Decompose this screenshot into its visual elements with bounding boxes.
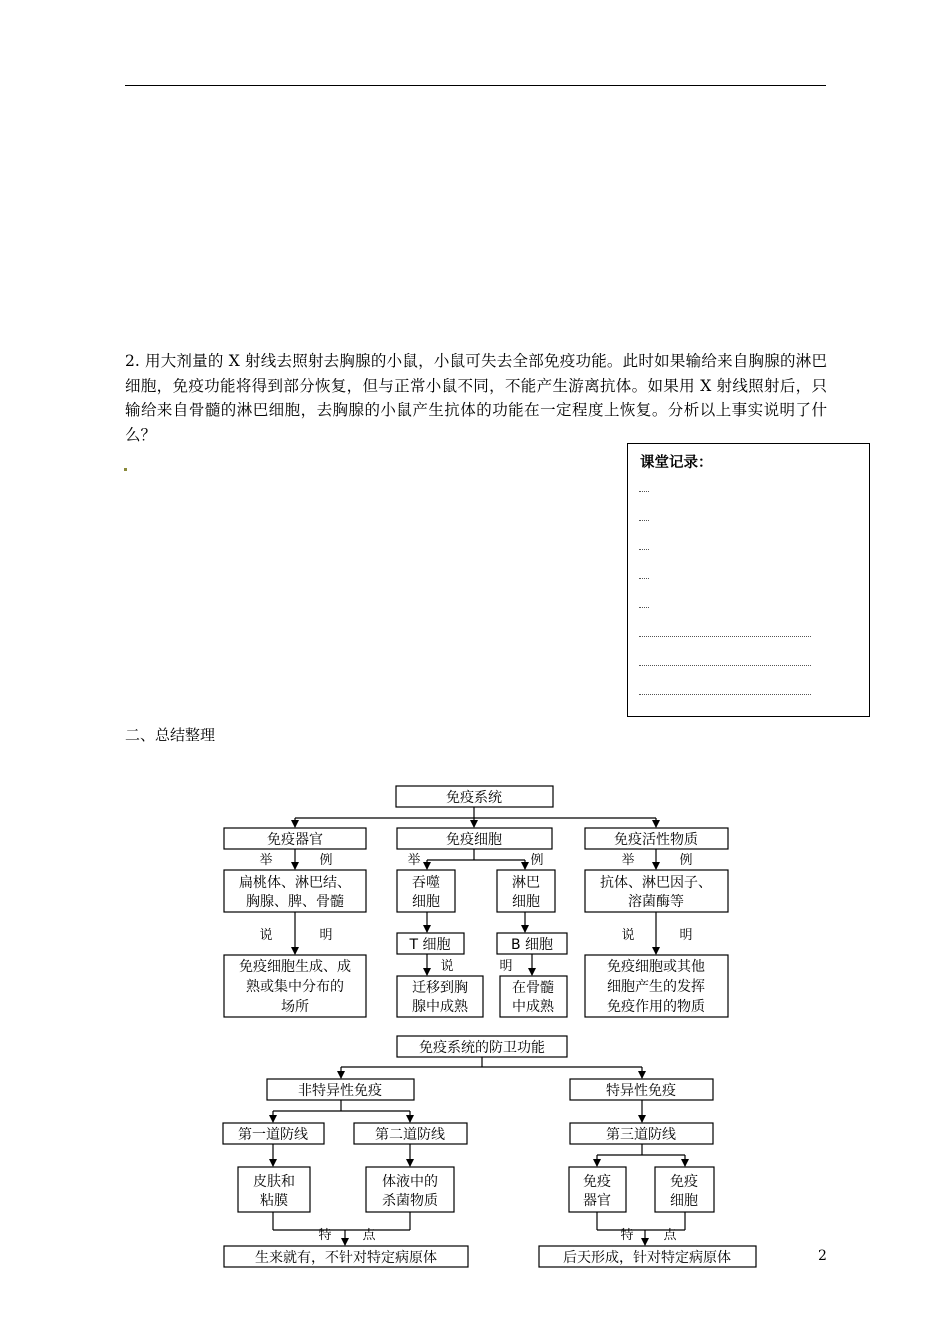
- label-immune-cell: 免疫细胞: [446, 832, 502, 848]
- text-active-examples-2: 溶菌酶等: [628, 894, 684, 910]
- label-immune-organ: 免疫器官: [267, 832, 323, 848]
- section-title: 二、总结整理: [125, 726, 216, 744]
- text-lymphocyte-1: 淋巴: [512, 875, 540, 891]
- text-organ-examples-1: 扁桃体、淋巴结、: [239, 875, 351, 891]
- text-spec-cell-1: 免疫: [670, 1174, 698, 1190]
- text-organ-desc-2: 熟或集中分布的: [246, 979, 344, 995]
- text-spec-organ-1: 免疫: [583, 1174, 611, 1190]
- label-example-r: 例: [679, 853, 693, 868]
- label-explain-r: 明: [679, 928, 693, 943]
- label-example-l: 举: [259, 853, 273, 868]
- notes-title: 课堂记录：: [640, 455, 713, 471]
- text-t-desc-2: 腺中成熟: [412, 999, 468, 1015]
- label-defense-function: 免疫系统的防卫功能: [419, 1040, 545, 1056]
- text-fluid-2: 杀菌物质: [382, 1193, 438, 1209]
- text-active-desc-1: 免疫细胞或其他: [607, 959, 705, 975]
- label-feature-r: 点: [663, 1228, 677, 1243]
- page-number: 2: [818, 1248, 827, 1264]
- text-spec-cell-2: 细胞: [670, 1193, 698, 1209]
- label-explain-l: 说: [621, 928, 635, 943]
- label-third-line: 第三道防线: [606, 1127, 676, 1143]
- text-skin-2: 粘膜: [260, 1193, 288, 1209]
- text-t-desc-1: 迁移到胸: [412, 980, 468, 996]
- text-organ-examples-2: 胸腺、脾、骨髓: [246, 894, 344, 910]
- label-explain-l: 说: [259, 928, 273, 943]
- text-innate: 生来就有，不针对特定病原体: [255, 1250, 437, 1266]
- label-specific: 特异性免疫: [606, 1083, 676, 1099]
- label-explain-t: 说: [440, 959, 454, 974]
- label-example-l: 举: [621, 853, 635, 868]
- text-b-desc-2: 中成熟: [512, 999, 554, 1015]
- label-feature-l: 特: [620, 1228, 634, 1243]
- label-example-l: 举: [407, 853, 421, 868]
- text-b-cell: B 细胞: [510, 937, 554, 953]
- label-active-substance: 免疫活性物质: [614, 832, 698, 848]
- label-feature-r: 点: [362, 1228, 376, 1243]
- label-explain-b: 明: [499, 959, 513, 974]
- text-b-desc-1: 在骨髓: [512, 980, 554, 996]
- text-phagocyte-1: 吞噬: [412, 875, 440, 891]
- text-active-examples-1: 抗体、淋巴因子、: [600, 875, 712, 891]
- label-example-r: 例: [530, 853, 544, 868]
- label-nonspecific: 非特异性免疫: [298, 1083, 382, 1099]
- label-second-line: 第二道防线: [375, 1127, 445, 1143]
- text-t-cell: T 细胞: [409, 937, 451, 953]
- text-active-desc-2: 细胞产生的发挥: [607, 979, 705, 995]
- label-feature-l: 特: [318, 1228, 332, 1243]
- text-acquired: 后天形成，针对特定病原体: [563, 1250, 731, 1266]
- text-spec-organ-2: 器官: [583, 1193, 611, 1209]
- text-lymphocyte-2: 细胞: [512, 894, 540, 910]
- label-immune-system: 免疫系统: [446, 790, 502, 806]
- text-skin-1: 皮肤和: [253, 1174, 295, 1190]
- question-2: 2. 用大剂量的 X 射线去照射去胸腺的小鼠，小鼠可失去全部免疫功能。此时如果输给来自胸腺的淋巴细胞，免疫功能将得到部分恢复，但与正常小鼠不同，不能产生游离抗体。如果用 X 射线照射后，只输给来自骨髓的淋巴细胞，去胸腺的小鼠产生抗体的功能在一定程度上恢复。分析以上事实说明了什么？: [125, 352, 827, 444]
- text-fluid-1: 体液中的: [382, 1174, 438, 1190]
- text-organ-desc-3: 场所: [281, 999, 309, 1015]
- label-explain-r: 明: [319, 928, 333, 943]
- text-organ-desc-1: 免疫细胞生成、成: [239, 959, 351, 975]
- label-first-line: 第一道防线: [238, 1127, 308, 1143]
- label-example-r: 例: [319, 853, 333, 868]
- text-active-desc-3: 免疫作用的物质: [607, 999, 705, 1015]
- text-phagocyte-2: 细胞: [412, 894, 440, 910]
